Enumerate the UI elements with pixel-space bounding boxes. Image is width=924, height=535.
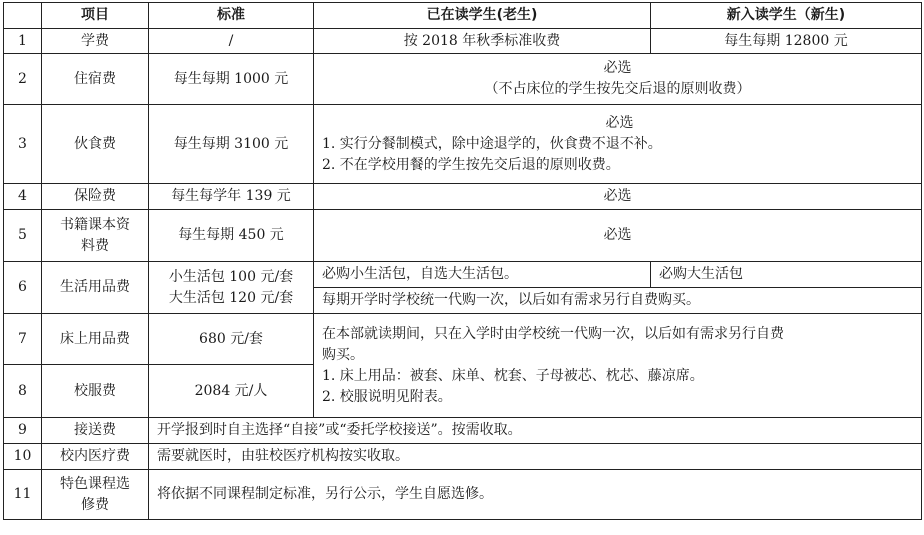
fee-note: 开学报到时自主选择“自接”或“委托学校接送”。按需收取。	[149, 418, 922, 444]
fee-standard: 每生每期 3100 元	[149, 105, 314, 184]
standard-large-pack: 大生活包 120 元/套	[168, 289, 294, 306]
required-label: 必选	[314, 184, 922, 210]
fee-name	[42, 210, 149, 262]
fee-standard: 每生每期 450 元	[149, 210, 314, 262]
table-row	[4, 105, 922, 184]
required-label: 必选	[314, 210, 922, 262]
note-text: 在本部就读期间，只在入学时由学校统一代购一次，以后如有需求另行自费	[322, 325, 784, 342]
fee-name: 伙食费	[42, 105, 149, 184]
row-number: 1	[4, 29, 42, 54]
header-new-students: 新入读学生（新生)	[651, 3, 922, 29]
fee-name-line: 料费	[81, 237, 109, 254]
note-text: 2. 校服说明见附表。	[322, 388, 452, 405]
note-text: 2. 不在学校用餐的学生按先交后退的原则收费。	[322, 156, 620, 173]
fee-name: 学费	[42, 29, 149, 54]
note-text: 1. 床上用品：被套、床单、枕套、子母被芯、枕芯、藤凉席。	[322, 367, 704, 384]
fee-name: 生活用品费	[42, 262, 149, 314]
table-row	[4, 29, 922, 54]
header-item: 项目	[42, 3, 149, 29]
table-row	[4, 210, 922, 262]
row-number: 11	[4, 470, 42, 520]
row-number: 4	[4, 184, 42, 210]
fee-note: 将依据不同课程制定标准，另行公示，学生自愿选修。	[149, 470, 922, 520]
row-number: 5	[4, 210, 42, 262]
fee-standard: /	[149, 29, 314, 54]
note-text: 购买。	[322, 346, 364, 363]
table-row	[4, 262, 922, 288]
row-number: 7	[4, 314, 42, 365]
row-number: 3	[4, 105, 42, 184]
fee-standard	[149, 262, 314, 314]
fee-name: 保险费	[42, 184, 149, 210]
header-enrolled: 已在读学生(老生)	[314, 3, 651, 29]
header-standard: 标准	[149, 3, 314, 29]
row-number: 10	[4, 444, 42, 470]
fee-standard: 2084 元/人	[149, 365, 314, 418]
table-row	[4, 444, 922, 470]
fee-standard: 每生每学年 139 元	[149, 184, 314, 210]
fee-note: 需要就医时，由驻校医疗机构按实收取。	[149, 444, 922, 470]
table-row	[4, 470, 922, 520]
fee-note	[314, 54, 922, 105]
required-label: 必选	[605, 114, 634, 131]
fee-standard: 680 元/套	[149, 314, 314, 365]
fee-name: 住宿费	[42, 54, 149, 105]
table-row	[4, 314, 922, 365]
new-student-note: 必购大生活包	[651, 262, 922, 288]
fee-note	[314, 105, 922, 184]
fee-name-line: 书籍课本资	[60, 216, 130, 233]
enrolled-note: 按 2018 年秋季标准收费	[314, 29, 651, 54]
fee-name-line: 修费	[81, 496, 109, 513]
fee-name	[42, 470, 149, 520]
row-number: 9	[4, 418, 42, 444]
row-number: 6	[4, 262, 42, 314]
fee-note	[314, 314, 922, 418]
fee-name: 校服费	[42, 365, 149, 418]
standard-small-pack: 小生活包 100 元/套	[168, 268, 294, 285]
note-text: （不占床位的学生按先交后退的原则收费）	[484, 81, 751, 97]
table-header-row	[4, 3, 922, 29]
note-text: 1. 实行分餐制模式，除中途退学的，伙食费不退不补。	[322, 135, 662, 152]
fee-note: 每期开学时学校统一代购一次，以后如有需求另行自费购买。	[314, 288, 922, 314]
fee-name-line: 特色课程选	[60, 475, 130, 492]
enrolled-note: 必购小生活包，自选大生活包。	[314, 262, 651, 288]
fee-table	[3, 2, 922, 520]
header-no	[4, 3, 42, 29]
fee-name: 校内医疗费	[42, 444, 149, 470]
table-row	[4, 54, 922, 105]
row-number: 8	[4, 365, 42, 418]
table-row	[4, 184, 922, 210]
fee-name: 接送费	[42, 418, 149, 444]
new-student-note: 每生每期 12800 元	[651, 29, 922, 54]
fee-standard: 每生每期 1000 元	[149, 54, 314, 105]
required-label: 必选	[603, 60, 632, 76]
fee-name: 床上用品费	[42, 314, 149, 365]
row-number: 2	[4, 54, 42, 105]
table-row	[4, 418, 922, 444]
